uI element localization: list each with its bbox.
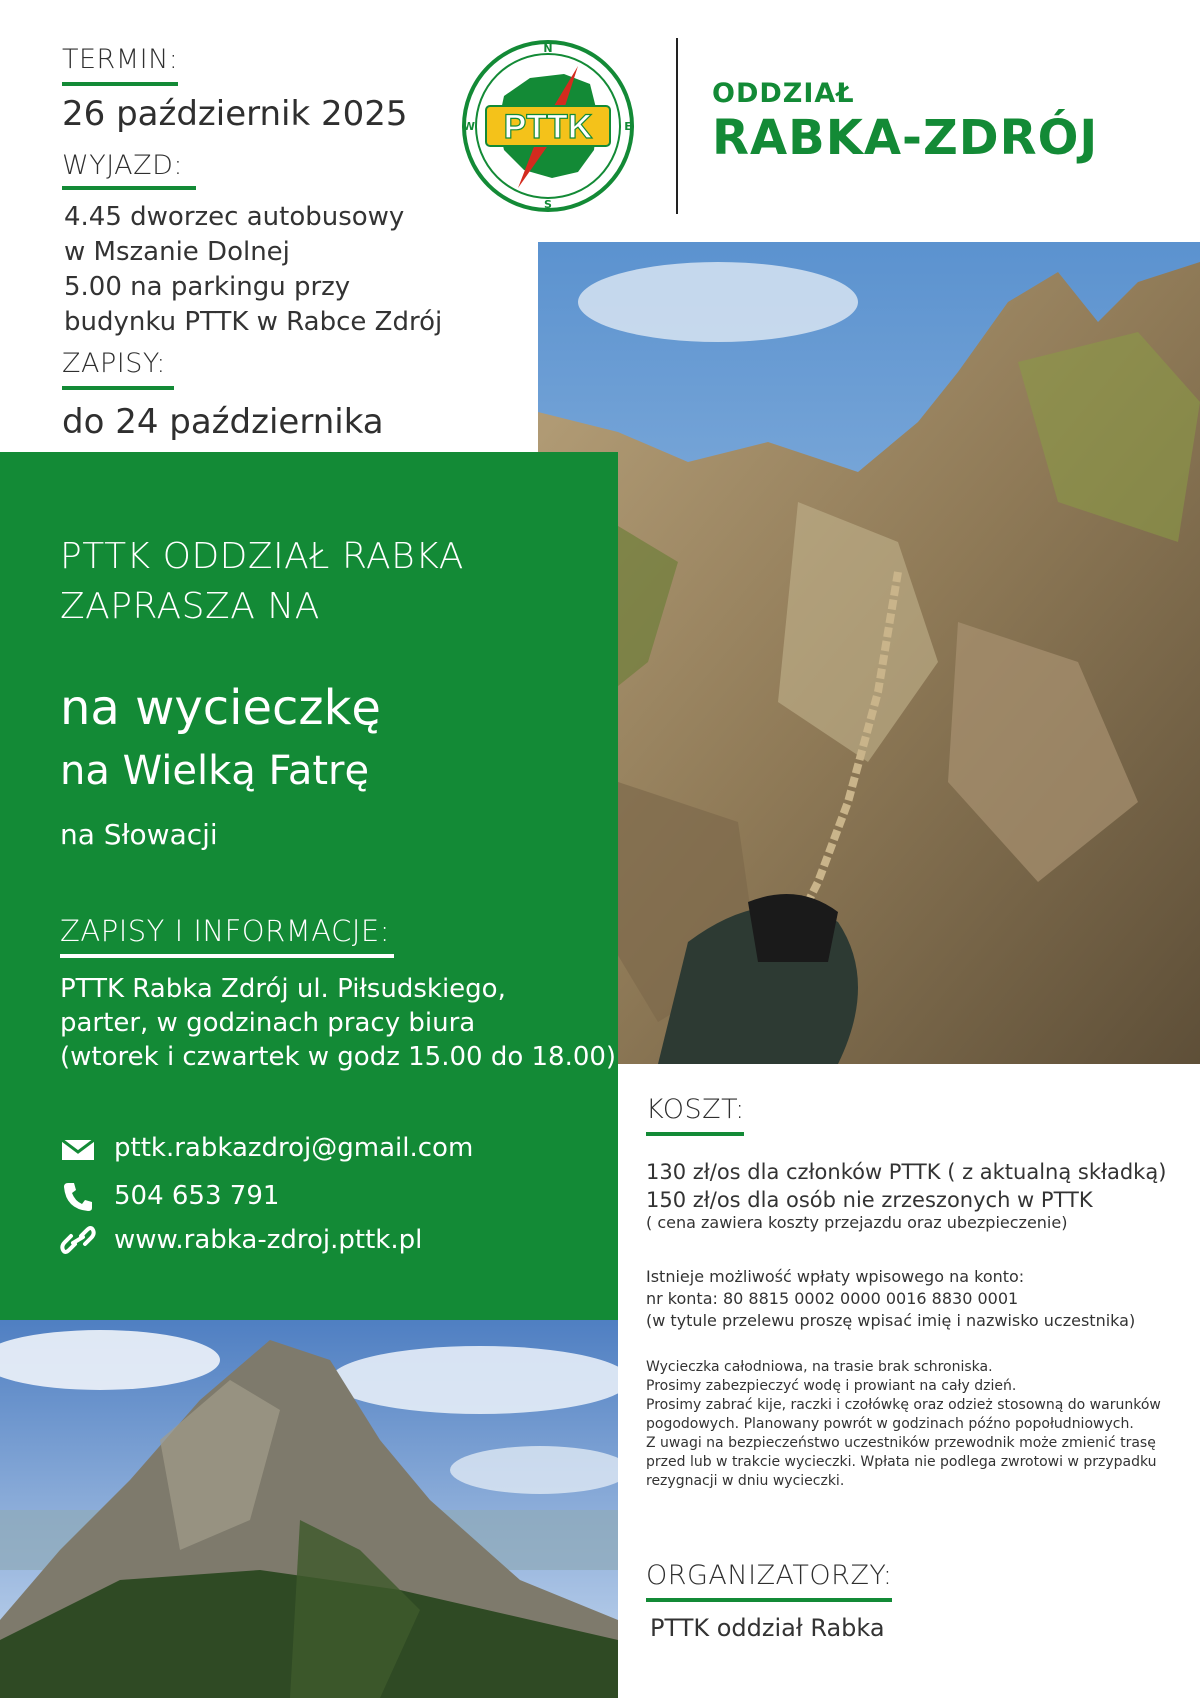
zapisy-value: do 24 października [62, 402, 384, 442]
note-line: Prosimy zabezpieczyć wodę i prowiant na cały dzień. [646, 1378, 1017, 1394]
wyjazd-line: budynku PTTK w Rabce Zdrój [64, 307, 443, 337]
invitation-panel [0, 452, 618, 1320]
wyjazd-underline [62, 186, 196, 190]
intro-line: ZAPRASZA NA [60, 586, 320, 627]
photo-mountain [0, 1320, 618, 1698]
contact-phone [60, 1180, 279, 1212]
cost-lines [646, 1158, 1166, 1214]
trip-destination: na Wielką Fatrę [60, 748, 370, 794]
header-divider [676, 38, 678, 214]
info-line: (wtorek i czwartek w godz 15.00 do 18.00) [60, 1042, 617, 1072]
info-text [60, 972, 616, 1074]
info-line: parter, w godzinach pracy biura [60, 1008, 476, 1038]
cost-line: 150 zł/os dla osób nie zrzeszonych w PTTK [646, 1188, 1093, 1212]
note-line: Wycieczka całodniowa, na trasie brak schroniska. [646, 1359, 993, 1375]
compass-e: E [624, 120, 632, 133]
info-line: PTTK Rabka Zdrój ul. Piłsudskiego, [60, 974, 506, 1004]
wyjazd-label: WYJAZD: [62, 150, 184, 181]
termin-label: TERMIN: [62, 44, 179, 75]
compass-s: S [544, 198, 552, 211]
wyjazd-line: 5.00 na parkingu przy [64, 272, 351, 302]
logo-text: PTTK [503, 108, 593, 146]
note-line: Z uwagi na bezpieczeństwo uczestników przewodnik może zmienić trasę [646, 1435, 1156, 1451]
cost-underline [646, 1132, 744, 1136]
wyjazd-details [64, 200, 442, 340]
info-underline [60, 954, 394, 958]
cost-label: KOSZT: [646, 1094, 745, 1125]
photo-rocks-chain [538, 242, 1200, 1064]
zapisy-label: ZAPISY: [62, 348, 166, 379]
account-line: Istnieje możliwość wpłaty wpisowego na konto: [646, 1267, 1025, 1286]
mail-icon [60, 1132, 96, 1164]
zapisy-underline [62, 386, 174, 390]
email-link[interactable]: pttk.rabkazdroj@gmail.com [114, 1133, 474, 1163]
account-info [646, 1266, 1135, 1332]
cost-line: 130 zł/os dla członków PTTK ( z aktualną składką) [646, 1160, 1167, 1184]
phone-icon [60, 1180, 96, 1212]
trip-title: na wycieczkę [60, 680, 381, 736]
pttk-logo [460, 38, 636, 214]
account-line: (w tytule przelewu proszę wpisać imię i nazwisko uczestnika) [646, 1311, 1136, 1330]
trip-notes [646, 1358, 1186, 1491]
org-label-main: RABKA-ZDRÓJ [712, 110, 1099, 166]
wyjazd-line: w Mszanie Dolnej [64, 237, 290, 267]
invitation-intro [60, 532, 464, 632]
organizers-underline [646, 1598, 892, 1602]
wyjazd-line: 4.45 dworzec autobusowy [64, 202, 405, 232]
intro-line: PTTK ODDZIAŁ RABKA [60, 536, 464, 577]
web-link[interactable]: www.rabka-zdroj.pttk.pl [114, 1225, 423, 1255]
phone-link[interactable]: 504 653 791 [114, 1181, 280, 1211]
organizers-name: PTTK oddział Rabka [650, 1614, 885, 1642]
account-line: nr konta: 80 8815 0002 0000 0016 8830 0001 [646, 1289, 1019, 1308]
note-line: pogodowych. Planowany powrót w godzinach późno popołudniowych. [646, 1416, 1134, 1432]
note-line: Prosimy zabrać kije, raczki i czołówkę oraz odzież stosowną do warunków [646, 1397, 1161, 1413]
cost-note: ( cena zawiera koszty przejazdu oraz ubezpieczenie) [646, 1213, 1068, 1232]
link-icon [60, 1224, 96, 1256]
contact-web [60, 1224, 422, 1256]
org-label-top: ODDZIAŁ [712, 78, 855, 109]
note-line: rezygnacji w dniu wycieczki. [646, 1473, 845, 1489]
info-label: ZAPISY I INFORMACJE: [60, 914, 391, 948]
note-line: przed lub w trakcie wycieczki. Wpłata nie podlega zwrotowi w przypadku [646, 1454, 1157, 1470]
compass-n: N [543, 42, 553, 55]
contact-email [60, 1132, 473, 1164]
trip-country: na Słowacji [60, 818, 218, 851]
termin-underline [62, 82, 178, 86]
organizers-label: ORGANIZATORZY: [646, 1560, 893, 1591]
compass-w: W [462, 120, 476, 133]
termin-value: 26 październik 2025 [62, 94, 408, 134]
